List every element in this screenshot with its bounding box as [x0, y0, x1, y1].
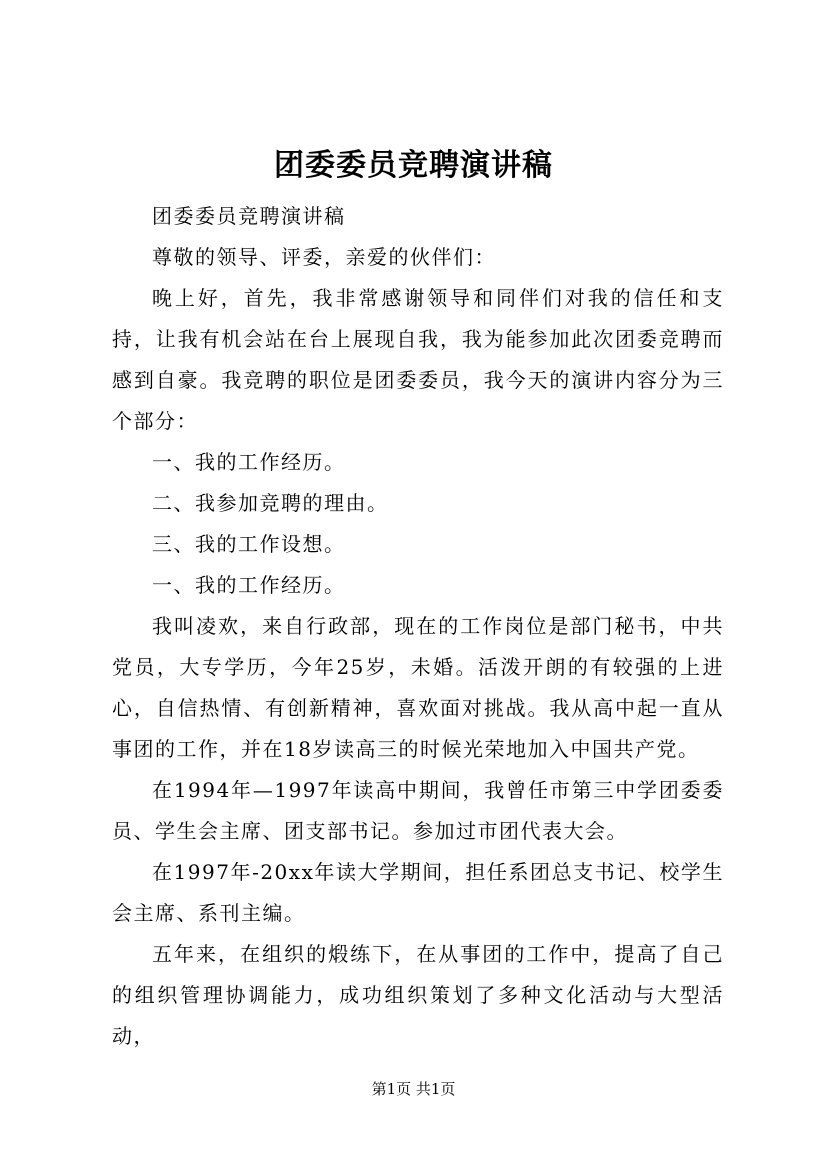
paragraph: 我叫凌欢，来自行政部，现在的工作岗位是部门秘书，中共党员，大专学历，今年25岁，未婚。活泼开朗的有较强的上进心，自信热情、有创新精神，喜欢面对挑战。我从高中起一直从事团的工作，并在18岁读高三的时候光荣地加入中国共产党。 [112, 614, 724, 761]
paragraph: 五年来，在组织的煅练下，在从事团的工作中，提高了自己的组织管理协调能力，成功组织策划了多种文化活动与大型活动， [112, 942, 724, 1048]
paragraph: 团委委员竞聘演讲稿 [152, 204, 346, 228]
document-title: 团委委员竞聘演讲稿 [274, 148, 553, 183]
paragraph: 一、我的工作经历。 [152, 450, 346, 474]
document-body [112, 196, 724, 1057]
paragraph: 二、我参加竞聘的理由。 [152, 491, 389, 515]
paragraph: 尊敬的领导、评委，亲爱的伙伴们： [152, 245, 496, 269]
paragraph: 三、我的工作设想。 [152, 532, 346, 556]
paragraph: 在1997年-20xx年读大学期间，担任系团总支书记、校学生会主席、系刊主编。 [112, 860, 724, 925]
paragraph: 一、我的工作经历。 [152, 573, 346, 597]
paragraph: 在1994年—1997年读高中期间，我曾任市第三中学团委委员、学生会主席、团支部书记。参加过市团代表大会。 [112, 778, 724, 843]
page-footer: 第1页 共1页 [371, 1080, 456, 1098]
paragraph: 晚上好，首先，我非常感谢领导和同伴们对我的信任和支持，让我有机会站在台上展现自我，我为能参加此次团委竞聘而感到自豪。我竞聘的职位是团委委员，我今天的演讲内容分为三个部分： [112, 286, 724, 433]
